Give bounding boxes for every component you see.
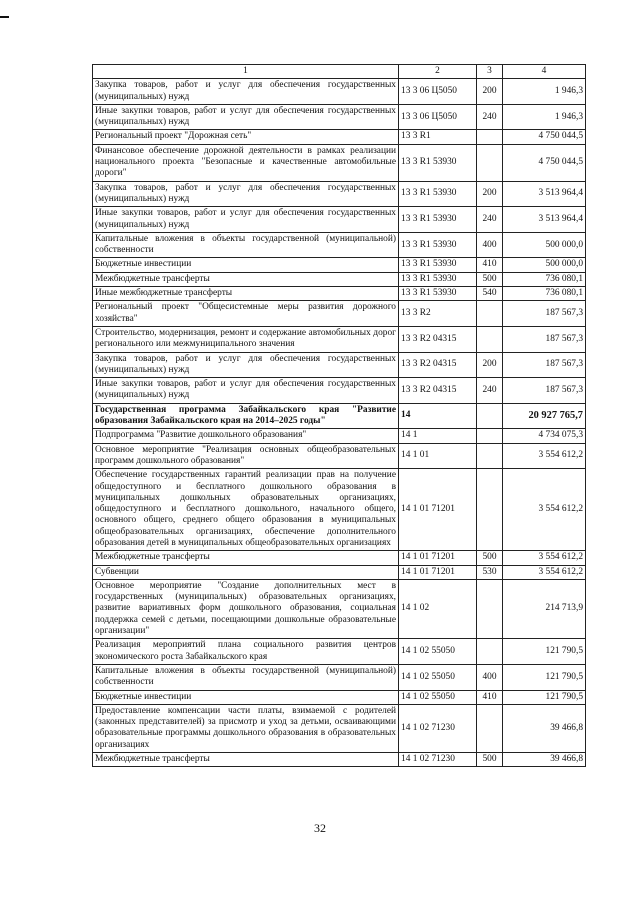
row-vr: 240 [477,378,503,404]
row-vr [477,130,503,144]
header-cell-vr: 3 [477,65,503,79]
row-amount: 4 750 044,5 [503,130,586,144]
row-vr: 400 [477,232,503,258]
row-name: Иные закупки товаров, работ и услуг для обеспечения государственных (муниципальных) нужд [93,104,399,130]
row-name: Капитальные вложения в объекты государственной (муниципальной) собственности [93,664,399,690]
row-code: 14 1 02 71230 [399,704,477,752]
table-row [93,469,586,551]
row-amount: 736 080,1 [503,272,586,286]
row-name: Закупка товаров, работ и услуг для обеспечения государственных (муниципальных) нужд [93,352,399,378]
row-amount: 1 946,3 [503,79,586,105]
table-row [93,352,586,378]
row-amount: 214 713,9 [503,579,586,638]
row-code: 13 3 R1 53930 [399,207,477,233]
row-vr [477,579,503,638]
row-amount: 121 790,5 [503,639,586,665]
row-code: 13 3 R2 [399,301,477,327]
header-cell-code: 2 [399,65,477,79]
row-name: Строительство, модернизация, ремонт и содержание автомобильных дорог регионального или межмуниципального значения [93,326,399,352]
row-vr [477,301,503,327]
table-body [93,79,586,767]
row-amount: 39 466,8 [503,704,586,752]
table-row [93,579,586,638]
table-row [93,704,586,752]
table-row [93,301,586,327]
table-row [93,130,586,144]
row-amount: 736 080,1 [503,287,586,301]
row-code: 14 [399,403,477,429]
row-vr: 200 [477,79,503,105]
row-amount: 3 554 612,2 [503,443,586,469]
row-vr: 200 [477,181,503,207]
row-code: 13 3 R1 53930 [399,258,477,272]
row-name: Межбюджетные трансферты [93,272,399,286]
budget-table [92,64,586,767]
row-code: 14 1 02 55050 [399,639,477,665]
table-row [93,272,586,286]
row-vr: 400 [477,664,503,690]
table-row [93,429,586,443]
row-vr [477,639,503,665]
row-vr: 540 [477,287,503,301]
row-name: Основное мероприятие "Создание дополнительных мест в государственных (муниципальных) образовательных организациях, развитие вариативных форм дошкольного образования, социальная поддержка семей с детьми, посещающими дошкольные образовательные организации" [93,579,399,638]
row-code: 13 3 R1 53930 [399,232,477,258]
table-row [93,443,586,469]
row-amount: 500 000,0 [503,258,586,272]
row-code: 13 3 06 Ц5050 [399,79,477,105]
row-name: Региональный проект "Дорожная сеть" [93,130,399,144]
row-name: Основное мероприятие "Реализация основных общеобразовательных программ дошкольного образования" [93,443,399,469]
row-amount: 3 554 612,2 [503,565,586,579]
row-code: 14 1 02 55050 [399,664,477,690]
row-name: Межбюджетные трансферты [93,753,399,767]
row-amount: 187 567,3 [503,378,586,404]
row-code: 13 3 06 Ц5050 [399,104,477,130]
row-vr [477,403,503,429]
row-name: Капитальные вложения в объекты государственной (муниципальной) собственности [93,232,399,258]
table-row [93,565,586,579]
row-name: Государственная программа Забайкальского края "Развитие образования Забайкальского края на 2014–2025 годы" [93,403,399,429]
row-name: Реализация мероприятий плана социального развития центров экономического роста Забайкальского края [93,639,399,665]
row-name: Межбюджетные трансферты [93,551,399,565]
table-row [93,181,586,207]
row-amount: 3 554 612,2 [503,469,586,551]
table-row [93,326,586,352]
row-vr: 500 [477,753,503,767]
row-amount: 1 946,3 [503,104,586,130]
header-cell-amount: 4 [503,65,586,79]
row-name: Иные закупки товаров, работ и услуг для обеспечения государственных (муниципальных) нужд [93,207,399,233]
row-code: 14 1 01 [399,443,477,469]
row-vr [477,144,503,181]
row-vr: 240 [477,207,503,233]
header-cell-name: 1 [93,65,399,79]
table-row [93,287,586,301]
row-code: 13 3 R1 [399,130,477,144]
row-amount: 500 000,0 [503,232,586,258]
row-code: 13 3 R2 04315 [399,326,477,352]
table-row [93,232,586,258]
row-vr: 240 [477,104,503,130]
row-name: Иные межбюджетные трансферты [93,287,399,301]
row-name: Обеспечение государственных гарантий реализации прав на получение общедоступного и бесплатного дошкольного образования в муниципальных дошкольных образовательных организациях, общедоступного и бесплатного дошкольного, начального общего, основного общего, среднего общего образования в муниципальных общеобразовательных организациях, обеспечение дополнительного образования детей в муниципальных общеобразовательных организациях [93,469,399,551]
row-amount: 187 567,3 [503,301,586,327]
row-amount: 4 750 044,5 [503,144,586,181]
row-name: Бюджетные инвестиции [93,258,399,272]
row-name: Финансовое обеспечение дорожной деятельности в рамках реализации национального проекта "Безопасные и качественные автомобильные дороги" [93,144,399,181]
row-code: 14 1 02 55050 [399,690,477,704]
row-amount: 3 513 964,4 [503,181,586,207]
row-code: 13 3 R1 53930 [399,181,477,207]
row-amount: 187 567,3 [503,326,586,352]
row-amount: 4 734 075,3 [503,429,586,443]
row-name: Предоставление компенсации части платы, взимаемой с родителей (законных представителей) за присмотр и уход за детьми, осваивающими образовательные программы дошкольного образования в образовательных организациях [93,704,399,752]
row-name: Закупка товаров, работ и услуг для обеспечения государственных (муниципальных) нужд [93,79,399,105]
table-row [93,79,586,105]
table-row [93,753,586,767]
row-vr: 530 [477,565,503,579]
page-number: 32 [314,821,326,835]
row-code: 14 1 [399,429,477,443]
row-name: Подпрограмма "Развитие дошкольного образования" [93,429,399,443]
row-name: Бюджетные инвестиции [93,690,399,704]
row-name: Закупка товаров, работ и услуг для обеспечения государственных (муниципальных) нужд [93,181,399,207]
row-name: Субвенции [93,565,399,579]
row-code: 14 1 02 71230 [399,753,477,767]
row-vr [477,326,503,352]
row-vr: 410 [477,690,503,704]
row-code: 14 1 01 71201 [399,565,477,579]
row-vr [477,704,503,752]
scan-edge-mark [0,16,9,18]
row-amount: 20 927 765,7 [503,403,586,429]
row-vr: 410 [477,258,503,272]
row-code: 14 1 01 71201 [399,551,477,565]
table-row [93,104,586,130]
row-vr [477,429,503,443]
table-row [93,258,586,272]
table-row [93,639,586,665]
row-amount: 121 790,5 [503,690,586,704]
table-row [93,378,586,404]
row-vr [477,469,503,551]
row-code: 13 3 R2 04315 [399,378,477,404]
row-code: 14 1 01 71201 [399,469,477,551]
row-code: 13 3 R1 53930 [399,144,477,181]
row-code: 13 3 R2 04315 [399,352,477,378]
row-amount: 39 466,8 [503,753,586,767]
table-row [93,403,586,429]
table-row [93,551,586,565]
row-code: 13 3 R1 53930 [399,287,477,301]
table-row [93,207,586,233]
table-row [93,664,586,690]
row-amount: 187 567,3 [503,352,586,378]
row-amount: 3 554 612,2 [503,551,586,565]
row-vr [477,443,503,469]
row-amount: 3 513 964,4 [503,207,586,233]
row-code: 13 3 R1 53930 [399,272,477,286]
table-row [93,144,586,181]
row-vr: 500 [477,272,503,286]
table-header-row [93,65,586,79]
row-code: 14 1 02 [399,579,477,638]
row-amount: 121 790,5 [503,664,586,690]
row-name: Иные закупки товаров, работ и услуг для обеспечения государственных (муниципальных) нужд [93,378,399,404]
row-name: Региональный проект "Общесистемные меры развития дорожного хозяйства" [93,301,399,327]
row-vr: 200 [477,352,503,378]
table-row [93,690,586,704]
row-vr: 500 [477,551,503,565]
